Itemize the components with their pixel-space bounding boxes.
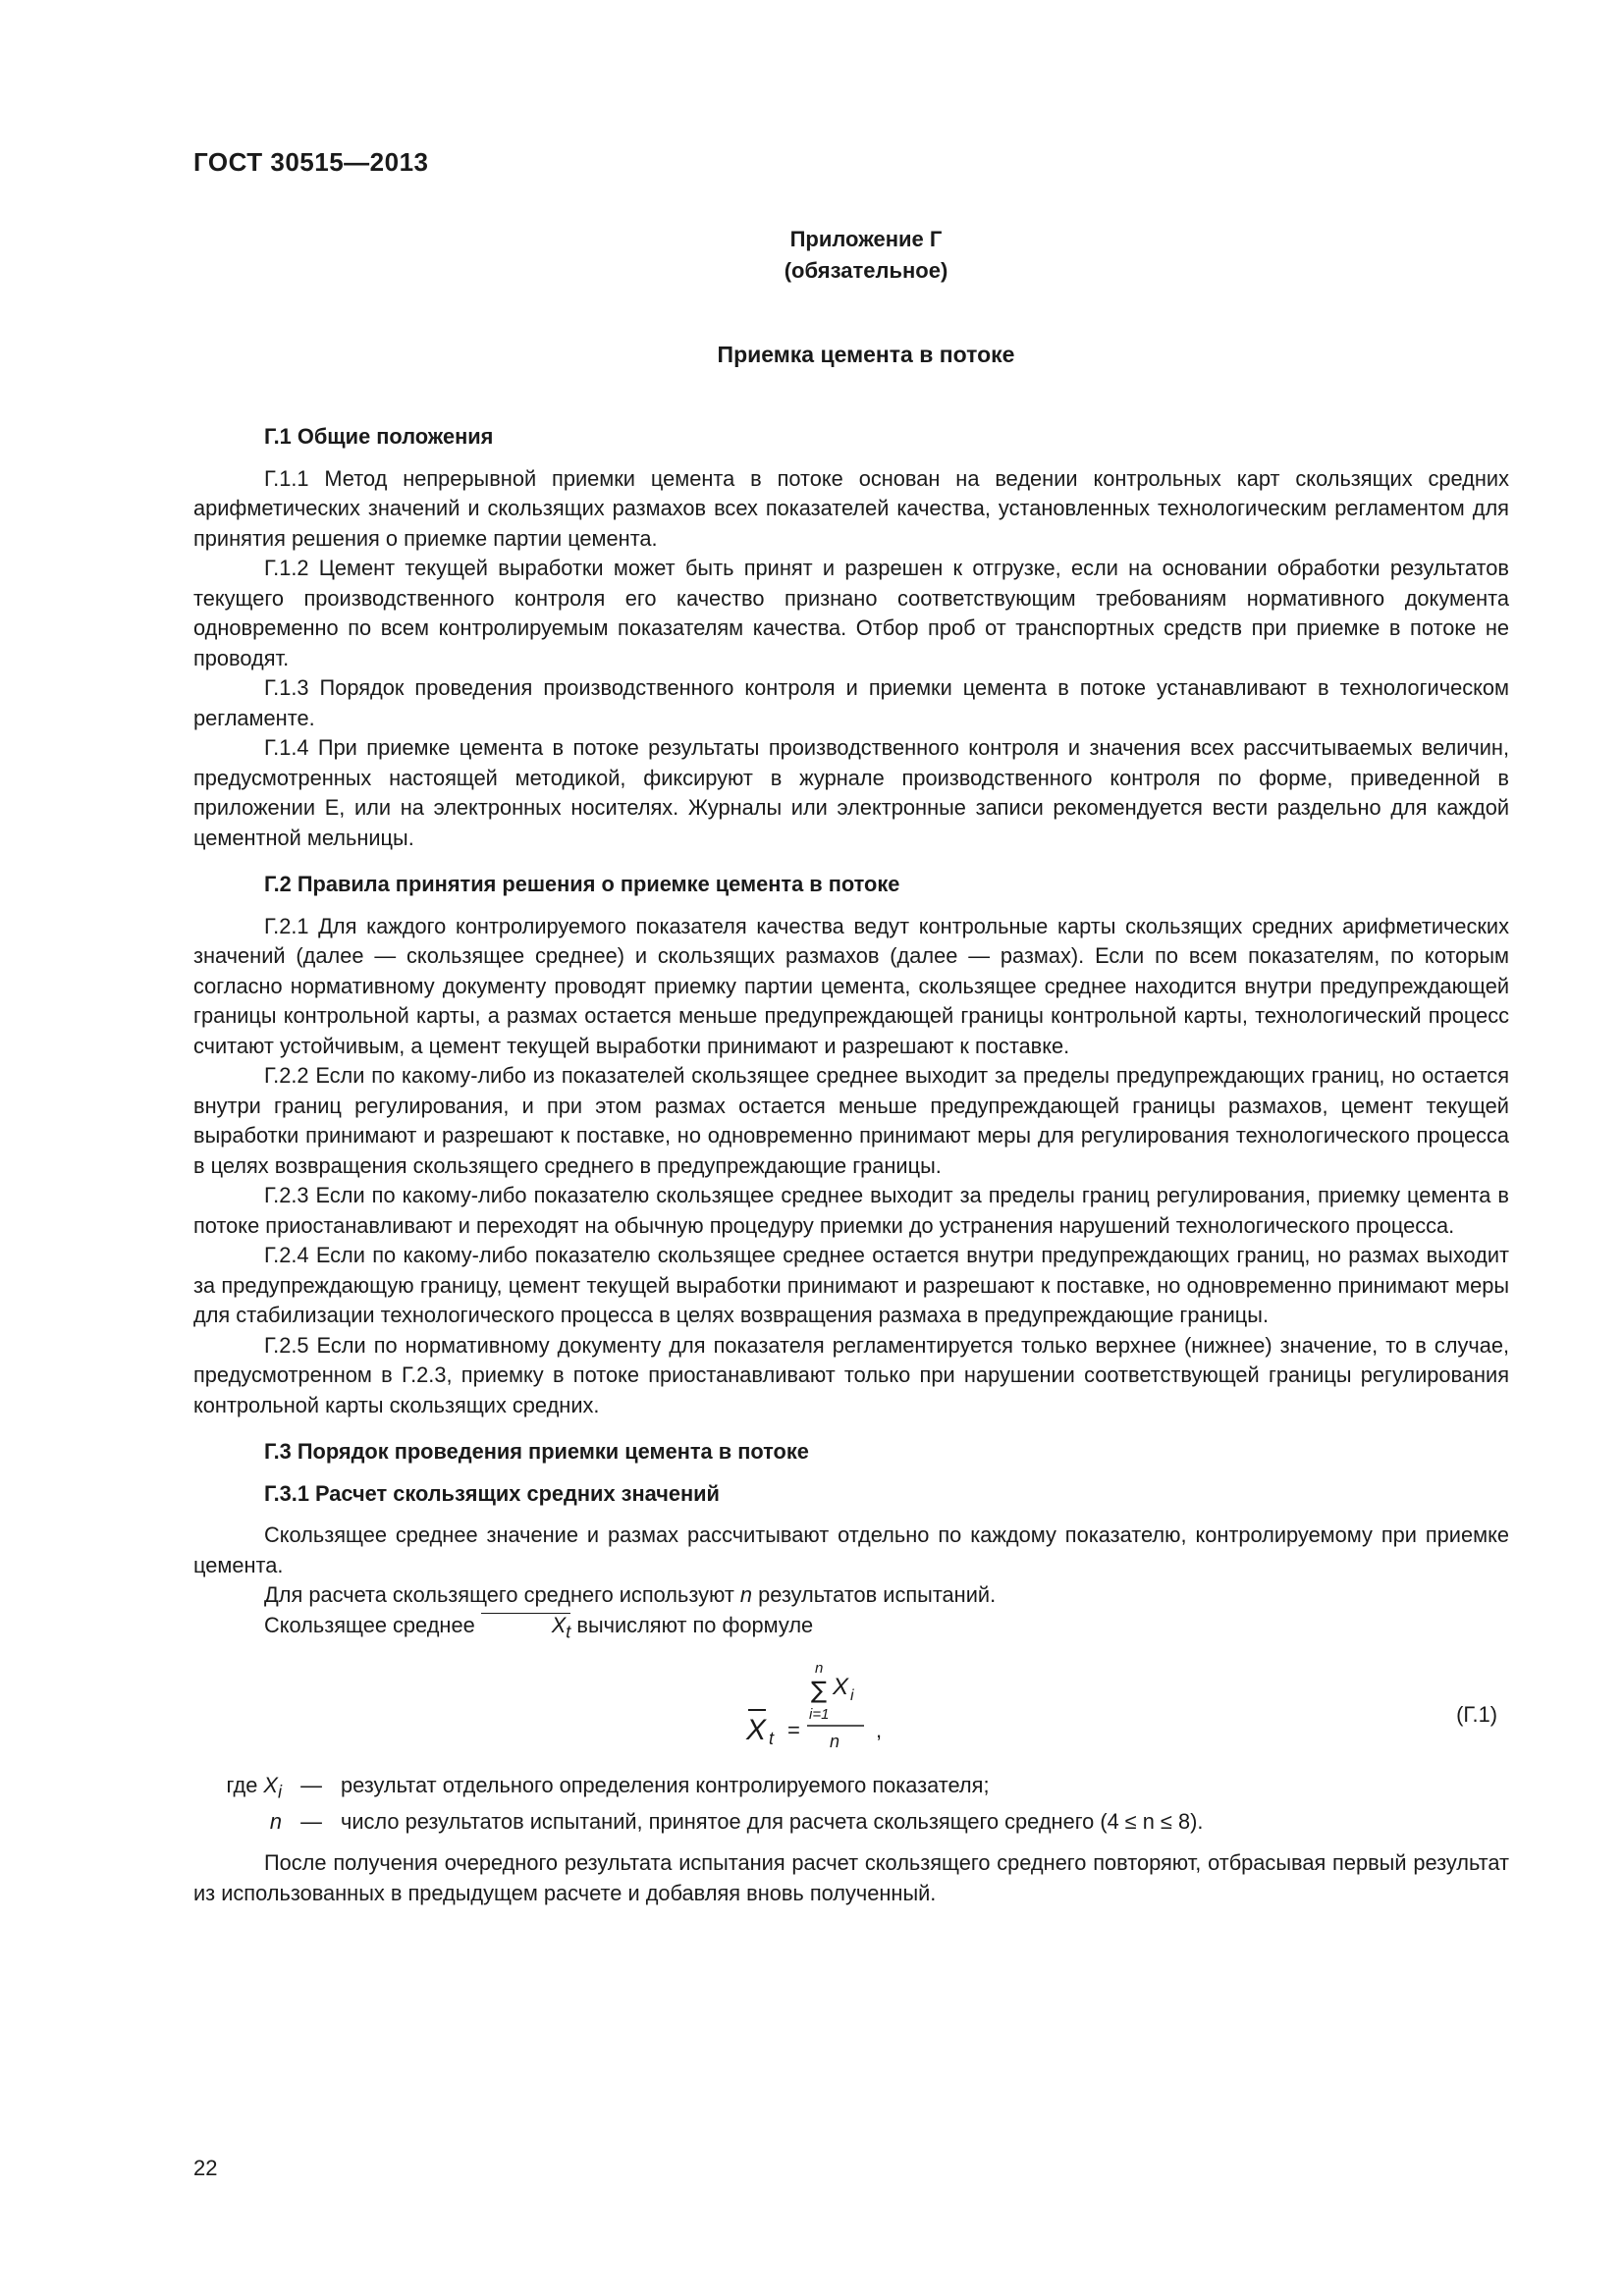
variable-x: X	[551, 1612, 567, 1637]
section-heading-g1: Г.1 Общие положения	[264, 424, 494, 449]
definitions	[193, 1771, 1509, 1837]
document-code: ГОСТ 30515—2013	[193, 147, 429, 177]
document-body	[193, 422, 1509, 1908]
subsection-heading-g3-1: Г.3.1 Расчет скользящих средних значений	[264, 1480, 720, 1506]
formula-sum-bottom: i=1	[809, 1705, 830, 1723]
paragraph-g1-4: Г.1.4 При приемке цемента в потоке результаты производственного контроля и значения всех рассчитываемых величин, предусмотренных настоящей методикой, фиксируют в журнале производственного контроля по форме, приведенной в приложении Е, или на электронных носителях. Журналы или электронные записи рекомендуется вести раздельно для каждой цементной мельницы.	[193, 735, 1509, 850]
definition-n: n — число результатов испытаний, принятое для расчета скользящего среднего (4 ≤ n ≤ 8).	[269, 1808, 1204, 1834]
formula-sum-sign: ∑	[811, 1676, 828, 1704]
formula-comma: ,	[876, 1717, 883, 1742]
paragraph-g2-3: Г.2.3 Если по какому-либо показателю скользящее среднее выходит за пределы границ регулирования, приемку цемента в потоке приостанавливают и переходят на обычную процедуру приемки до устранения нарушений технологического процесса.	[193, 1183, 1509, 1238]
formula-term: X	[833, 1673, 849, 1700]
formula-g1	[193, 1647, 1509, 1757]
section-heading-g2: Г.2 Правила принятия решения о приемке цемента в потоке	[264, 872, 900, 896]
variable-n: n	[739, 1582, 753, 1607]
section-heading-g3: Г.3 Порядок проведения приемки цемента в потоке	[264, 1439, 809, 1464]
formula-sum-top: n	[815, 1659, 824, 1677]
paragraph-g3-3: Скользящее среднее $X_t$ вычисляют по формуле	[264, 1612, 814, 1641]
formula-equals: =	[787, 1717, 800, 1742]
paragraph-g2-1: Г.2.1 Для каждого контролируемого показателя качества ведут контрольные карты скользящих средних арифметических значений (далее — скользящее среднее) и скользящих размахов (далее — размах). Если по всем показателям, по которым согласно нормативному документу проводят приемку партии цемента, скользящее среднее находится внутри предупреждающей границы контрольной карты, а размах остается меньше предупреждающей границы контрольной карты, технологический процесс считают устойчивым, а цемент текущей выработки принимают и разрешают к поставке.	[193, 913, 1509, 1058]
paragraph-g1-2: Г.1.2 Цемент текущей выработки может быть принят и разрешен к отгрузке, если на основании обработки результатов текущего производственного контроля его качество признано соответствующим требованиям нормативного документа одновременно по всем контролируемым показателям качества. Отбор проб от транспортных средств при приемке в потоке не проводят.	[193, 556, 1509, 670]
appendix-type: (обязательное)	[784, 258, 948, 283]
paragraph-g3-1: Скользящее среднее значение и размах рассчитывают отдельно по каждому показателю, контролируемому при приемке цемента.	[193, 1522, 1509, 1577]
definition-xi: где $X_i$ — результат отдельного определения контролируемого показателя;	[226, 1772, 990, 1802]
formula-denominator: n	[830, 1731, 840, 1751]
paragraph-g2-5: Г.2.5 Если по нормативному документу для показателя регламентируется только верхнее (нижнее) значение, то в случае, предусмотренном в Г.2.3, приемку в потоке приостанавливают только при нарушении соответствующей границы регулирования контрольной карты скользящих средних.	[193, 1332, 1509, 1417]
paragraph-g2-2: Г.2.2 Если по какому-либо из показателей скользящее среднее выходит за пределы предупреждающих границ, но остается внутри границ регулирования, и при этом размах остается меньше предупреждающей границы размахов, цемент текущей выработки принимают и разрешают к поставке, но одновременно принимают меры для регулирования технологического процесса в целях возвращения скользящего среднего в предупреждающие границы.	[193, 1063, 1509, 1178]
appendix-title: Приемка цемента в потоке	[717, 342, 1015, 367]
page-number: 22	[193, 2156, 218, 2180]
appendix-label: Приложение Г	[789, 227, 943, 251]
appendix-header	[0, 224, 1624, 287]
formula-number: (Г.1)	[1456, 1701, 1497, 1727]
paragraph-g3-4: После получения очередного результата испытания расчет скользящего среднего повторяют, отбрасывая первый результат из использованных в предыдущем расчете и добавляя вновь полученный.	[193, 1850, 1509, 1905]
paragraph-g2-4: Г.2.4 Если по какому-либо показателю скользящее среднее остается внутри предупреждающих границ, но размах выходит за предупреждающую границу, цемент текущей выработки принимают и разрешают к поставке, но одновременно принимают меры для стабилизации технологического процесса в целях возвращения размаха в предупреждающие границы.	[193, 1243, 1509, 1327]
paragraph-g1-3: Г.1.3 Порядок проведения производственного контроля и приемки цемента в потоке устанавливают в технологическом регламенте.	[193, 675, 1509, 730]
formula-lhs: X	[746, 1713, 767, 1746]
paragraph-g1-1: Г.1.1 Метод непрерывной приемки цемента в потоке основан на ведении контрольных карт скользящих средних арифметических значений и скользящих размахов всех показателей качества, установленных технологическим регламентом для принятия решения о приемке партии цемента.	[193, 465, 1509, 551]
moving-average-formula	[738, 1647, 1033, 1757]
paragraph-g3-2: Для расчета скользящего среднего используют n результатов испытаний.	[264, 1582, 997, 1607]
formula-lhs-sub: t	[769, 1728, 775, 1748]
formula-term-sub: i	[850, 1686, 854, 1704]
